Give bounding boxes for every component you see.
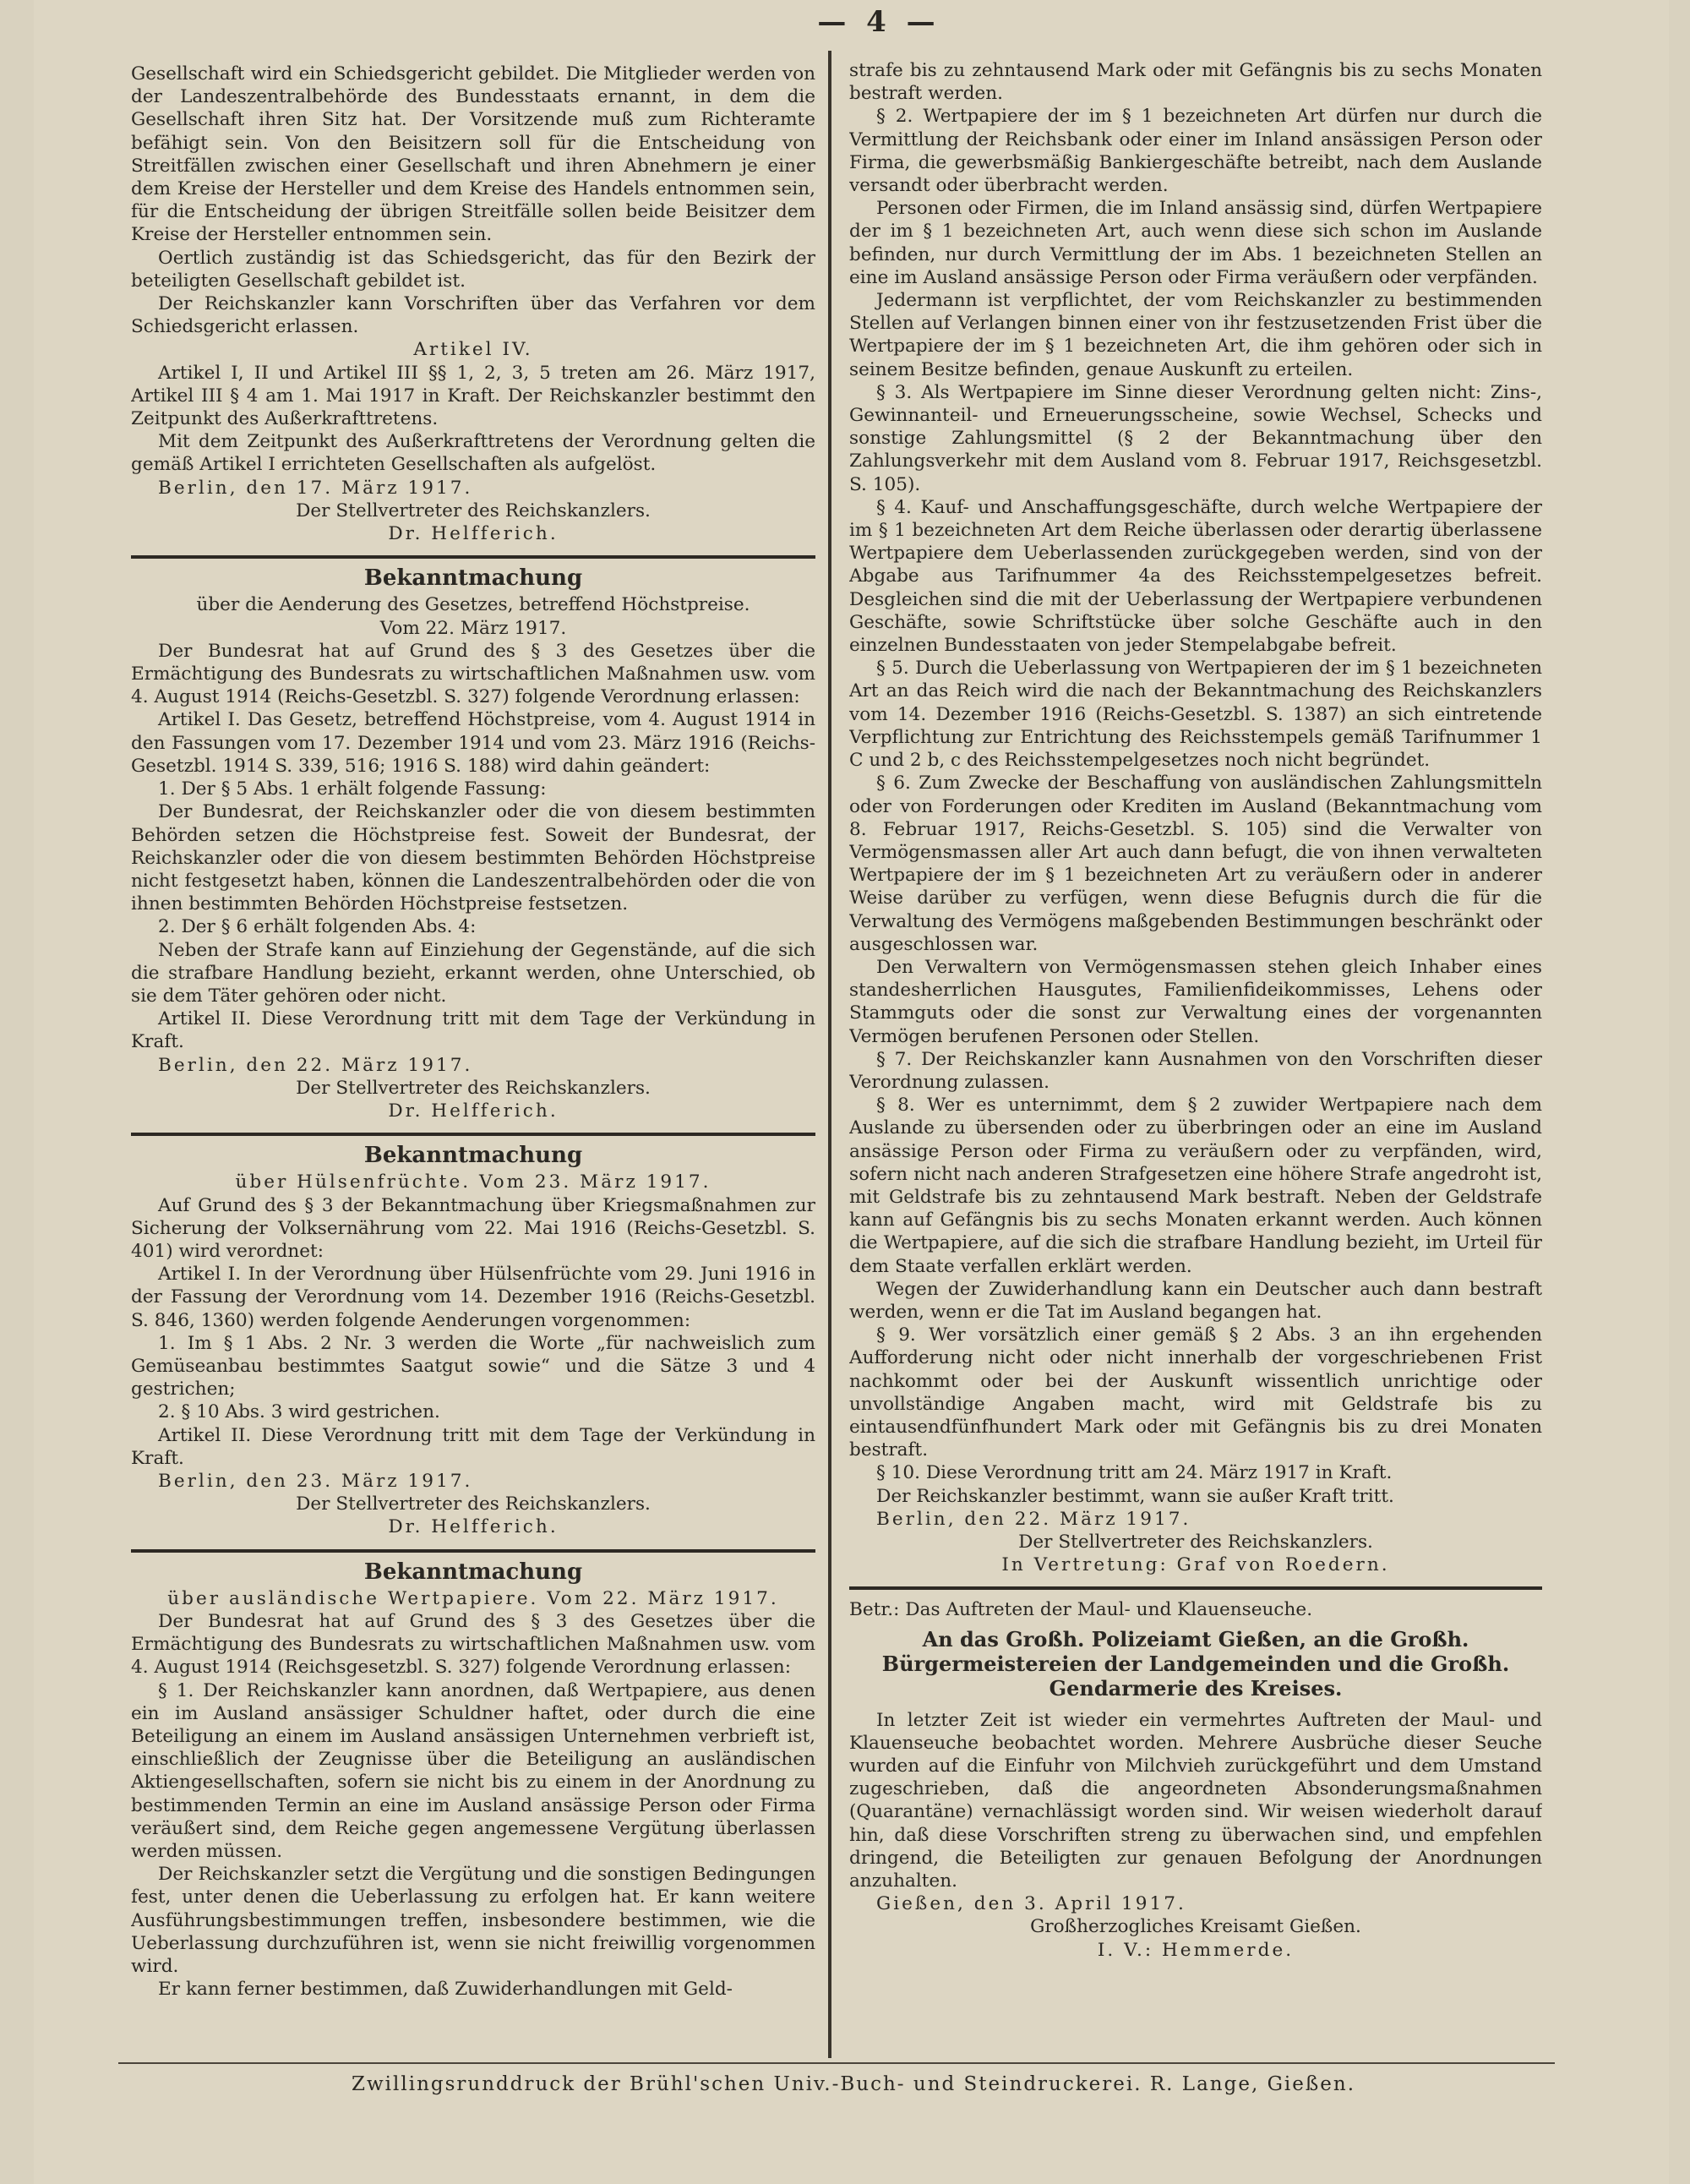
printer-imprint: Zwillingsrunddruck der Brühl'schen Univ.-Buch- und Steindruckerei. R. Lange, Gießen. bbox=[351, 2073, 1356, 2095]
paragraph: § 7. Der Reichskanzler kann Ausnahmen von den Vorschriften dieser Verordnung zulassen. bbox=[849, 1048, 1542, 1093]
signature-title: Der Stellvertreter des Reichskanzlers. bbox=[296, 500, 651, 521]
paragraph: § 9. Wer vorsätzlich einer gemäß § 2 Abs. 3 an ihn ergehenden Aufforderung nicht oder nicht innerhalb der vorgeschriebenen Frist nachkommt oder bei der Auskunft wissentlich unrichtige oder unvollständige Angaben macht, wird mit Geldstrafe bis zu eintausendfünfhundert Mark oder mit Gefängnis bis zu drei Monaten bestraft. bbox=[849, 1324, 1542, 1461]
paragraph: Gesellschaft wird ein Schiedsgericht gebildet. Die Mitglieder werden von der Landeszentralbehörde des Bundesstaats ernannt, in dem die Gesellschaft ihren Sitz hat. Der Vorsitzende muß zum Richteramte befähigt sein. Von den Beisitzern soll für die Entscheidung von Streitfällen zwischen einer Gesellschaft und ihren Abnehmern je einer dem Kreise der Hersteller und dem Kreise des Handels entnommen sein, für die Entscheidung der übrigen Streitfälle sollen beide Beisitzer dem Kreise der Hersteller entnommen sein. bbox=[131, 63, 815, 246]
paragraph: Der Reichskanzler setzt die Vergütung und die sonstigen Bedingungen fest, unter denen die Ueberlassung zu erfolgen hat. Er kann weitere Ausführungsbestimmungen treffen, insbesondere bestimmen, wie die Ueberlassung durchzuführen ist, wenn sie nicht freiwillig vorgenommen wird. bbox=[131, 1864, 815, 1978]
dateline: Berlin, den 22. März 1917. bbox=[876, 1508, 1191, 1530]
paragraph: Der Reichskanzler bestimmt, wann sie außer Kraft tritt. bbox=[876, 1485, 1394, 1507]
notice-addressee: An das Großh. Polizeiamt Gießen, an die Großh. Bürgermeistereien der Landgemeinden und die Großh. Gendarmerie des Kreises. bbox=[881, 1626, 1510, 1701]
notice-subtitle: über ausländische Wertpapiere. Vom 22. März 1917. bbox=[167, 1587, 779, 1609]
paragraph: Personen oder Firmen, die im Inland ansässig sind, dürfen Wertpapiere der im § 1 bezeichneten Art, auch wenn diese sich schon im Auslande befinden, nur durch Vermittlung der im Abs. 1 bezeichneten Stellen an eine im Ausland ansässige Person oder Firma veräußern oder verpfänden. bbox=[849, 198, 1542, 288]
left-column bbox=[131, 63, 815, 2057]
paragraph: Artikel I. Das Gesetz, betreffend Höchstpreise, vom 4. August 1914 in den Fassungen vom 17. Dezember 1914 und vom 23. März 1916 (Reichs-Gesetzbl. 1914 S. 339, 516; 1916 S. 188) wird dahin geändert: bbox=[131, 709, 815, 777]
paragraph: Der Bundesrat, der Reichskanzler oder die von diesem bestimmten Behörden setzen die Höchstpreise fest. Soweit der Bundesrat, der Reichskanzler oder die von diesem bestimmten Behörden Höchstpreise nicht festgesetzt haben, können die Landeszentralbehörden oder die von ihnen bestimmten Behörden Höchstpreise festsetzen. bbox=[131, 801, 815, 915]
dateline: Gießen, den 3. April 1917. bbox=[876, 1893, 1186, 1915]
paragraph: 2. § 10 Abs. 3 wird gestrichen. bbox=[158, 1401, 440, 1423]
signature-name: I. V.: Hemmerde. bbox=[1097, 1939, 1295, 1961]
paragraph: Der Reichskanzler kann Vorschriften über das Verfahren vor dem Schiedsgericht erlassen. bbox=[131, 293, 815, 338]
page-number: — 4 — bbox=[817, 5, 940, 39]
paragraph: § 1. Der Reichskanzler kann anordnen, daß Wertpapiere, aus denen ein im Ausland ansässiger Schuldner haftet, oder durch die eine Beteiligung an einem im Ausland ansässigen Unternehmen verbrieft ist, einschließlich der Zeugnisse über die Beteiligung an ausländischen Aktiengesellschaften, sofern sie nicht bis zu einem in der Anordnung zu bestimmenden Termin an eine im Ausland ansässige Person oder Firma veräußert sind, dem Reiche gegen angemessene Vergütung überlassen werden müssen. bbox=[131, 1679, 815, 1863]
signature-name: Dr. Helfferich. bbox=[388, 1100, 559, 1122]
paragraph: Artikel II. Diese Verordnung tritt mit dem Tage der Verkündung in Kraft. bbox=[131, 1424, 815, 1469]
signature-title: Der Stellvertreter des Reichskanzlers. bbox=[1018, 1532, 1373, 1553]
paragraph: § 8. Wer es unternimmt, dem § 2 zuwider Wertpapiere nach dem Auslande zu übersenden oder zu überbringen oder an eine im Ausland ansässige Person oder Firma zu veräußern oder zu verpfänden, wird, sofern nicht nach anderen Strafgesetzen eine höhere Strafe angedroht ist, mit Geldstrafe bis zu zehntausend Mark bestraft. Neben der Geldstrafe kann auf Gefängnis bis zu sechs Monaten erkannt werden. Auch können die Wertpapiere, auf die sich die strafbare Handlung bezieht, im Urteil für dem Staate verfallen erklärt werden. bbox=[849, 1095, 1542, 1277]
paragraph: 1. Im § 1 Abs. 2 Nr. 3 werden die Worte „für nachweislich zum Gemüseanbau bestimmtes Saatgut sowie“ und die Sätze 3 und 4 gestrichen; bbox=[131, 1332, 815, 1400]
signature-name: In Vertretung: Graf von Roedern. bbox=[1001, 1554, 1390, 1576]
paragraph: Der Bundesrat hat auf Grund des § 3 des Gesetzes über die Ermächtigung des Bundesrats zu wirtschaftlichen Maßnahmen usw. vom 4. August 1914 (Reichs-Gesetzbl. S. 327) folgende Verordnung erlassen: bbox=[131, 640, 815, 708]
signature-name: Dr. Helfferich. bbox=[388, 1516, 559, 1538]
signature-title: Großherzogliches Kreisamt Gießen. bbox=[1030, 1916, 1361, 1938]
section-rule bbox=[131, 555, 815, 559]
paragraph: Der Bundesrat hat auf Grund des § 3 des Gesetzes über die Ermächtigung des Bundesrats zu wirtschaftlichen Maßnahmen usw. vom 4. August 1914 (Reichsgesetzbl. S. 327) folgende Verordnung erlassen: bbox=[131, 1611, 815, 1679]
paragraph: Oertlich zuständig ist das Schiedsgericht, das für den Bezirk der beteiligten Gesellschaft gebildet ist. bbox=[131, 247, 815, 292]
paragraph: Neben der Strafe kann auf Einziehung der Gegenstände, auf die sich die strafbare Handlung bezieht, erkannt werden, ohne Unterschied, ob sie dem Täter gehören oder nicht. bbox=[131, 939, 815, 1007]
section-rule bbox=[131, 1549, 815, 1553]
paragraph: § 6. Zum Zwecke der Beschaffung von ausländischen Zahlungsmitteln oder von Forderungen oder Krediten im Ausland (Bekanntmachung vom 8. Februar 1917, Reichs-Gesetzbl. S. 105) sind die Verwalter von Vermögensmassen aller Art auch dann befugt, die von ihnen verwalteten Wertpapiere der im § 1 bezeichneten Art zu veräußern oder in anderer Weise darüber zu verfügen, wenn diese Befugnis durch die für die Verwaltung des Vermögens maßgebenden Bestimmungen beschränkt oder ausgeschlossen war. bbox=[849, 773, 1542, 955]
paragraph: strafe bis zu zehntausend Mark oder mit Gefängnis bis zu sechs Monaten bestraft werden. bbox=[849, 60, 1542, 105]
paragraph: In letzter Zeit ist wieder ein vermehrtes Auftreten der Maul- und Klauenseuche beobachtet worden. Mehrere Ausbrüche dieser Seuche wurden auf die Einfuhr von Milchvieh zurückgeführt und dem Umstand zugeschrieben, daß die angeordneten Absonderungsmaßnahmen (Quarantäne) vernachlässigt worden sind. Wir weisen wiederholt darauf hin, daß diese Vorschriften streng zu überwachen sind, und empfehlen dringend, die Beteiligten zur genauen Befolgung der Anordnungen anzuhalten. bbox=[849, 1709, 1542, 1892]
paragraph: § 5. Durch die Ueberlassung von Wertpapieren der im § 1 bezeichneten Art an das Reich wird die nach der Bekanntmachung des Reichskanzlers vom 14. Dezember 1916 (Reichs-Gesetzbl. S. 1387) an sich eintretende Verpflichtung zur Entrichtung des Reichsstempels gemäß Tarifnummer 1 C und 2 b, c des Reichsstempelgesetzes noch nicht begründet. bbox=[849, 658, 1542, 772]
paragraph: Jedermann ist verpflichtet, der vom Reichskanzler zu bestimmenden Stellen auf Verlangen binnen einer von ihr festzusetzenden Frist über die Wertpapiere der im § 1 bezeichneten Art, die ihm gehören oder sich in seinem Besitze befinden, genaue Auskunft zu erteilen. bbox=[849, 290, 1542, 380]
notice-date: Vom 22. März 1917. bbox=[379, 617, 567, 639]
notice-subtitle: über die Aenderung des Gesetzes, betreffend Höchstpreise. bbox=[196, 594, 750, 616]
paragraph: Artikel II. Diese Verordnung tritt mit dem Tage der Verkündung in Kraft. bbox=[131, 1008, 815, 1053]
dateline: Berlin, den 23. März 1917. bbox=[158, 1470, 473, 1492]
column-divider bbox=[828, 51, 831, 2058]
notice-subject: Betr.: Das Auftreten der Maul- und Klauenseuche. bbox=[849, 1599, 1313, 1621]
paragraph: Auf Grund des § 3 der Bekanntmachung über Kriegsmaßnahmen zur Sicherung der Volksernährung vom 22. Mai 1916 (Reichs-Gesetzbl. S. 401) wird verordnet: bbox=[131, 1194, 815, 1262]
signature-title: Der Stellvertreter des Reichskanzlers. bbox=[296, 1077, 651, 1099]
paragraph: 1. Der § 5 Abs. 1 erhält folgende Fassung: bbox=[158, 778, 547, 800]
paragraph: Den Verwaltern von Vermögensmassen stehen gleich Inhaber eines standesherrlichen Hausgutes, Familienfideikommisses, Lehens oder Stammguts oder die sonst zur Verwaltung eines der vorgenannten Vermögen berufenen Personen oder Stellen. bbox=[849, 956, 1542, 1047]
signature-name: Dr. Helfferich. bbox=[388, 523, 559, 545]
notice-title: Bekanntmachung bbox=[363, 565, 583, 592]
kreisamt-notice bbox=[849, 1598, 1542, 1961]
section-rule bbox=[849, 1586, 1542, 1590]
right-column bbox=[849, 59, 1542, 2057]
paragraph: Mit dem Zeitpunkt des Außerkrafttretens der Verordnung gelten die gemäß Artikel I errichteten Gesellschaften als aufgelöst. bbox=[131, 431, 815, 476]
paragraph: § 10. Diese Verordnung tritt am 24. März 1917 in Kraft. bbox=[876, 1462, 1393, 1484]
paragraph: Artikel I, II und Artikel III §§ 1, 2, 3, 5 treten am 26. März 1917, Artikel III § 4 am 1. Mai 1917 in Kraft. Der Reichskanzler bestimmt den Zeitpunkt des Außerkrafttretens. bbox=[131, 362, 815, 430]
dateline: Berlin, den 17. März 1917. bbox=[158, 477, 473, 499]
paragraph: § 3. Als Wertpapiere im Sinne dieser Verordnung gelten nicht: Zins-, Gewinnanteil- und Erneuerungsscheine, sowie Wechsel, Schecks und sonstige Zahlungsmittel (§ 2 der Bekanntmachung über den Zahlungsverkehr mit dem Ausland vom 8. Februar 1917, Reichsgesetzbl. S. 105). bbox=[849, 381, 1542, 495]
paragraph: 2. Der § 6 erhält folgenden Abs. 4: bbox=[158, 916, 477, 938]
article-heading: Artikel IV. bbox=[413, 339, 533, 361]
paragraph: § 2. Wertpapiere der im § 1 bezeichneten Art dürfen nur durch die Vermittlung der Reichsbank oder einer im Inland ansässigen Person oder Firma, die gewerbsmäßig Bankiergeschäfte betreibt, nach dem Auslande versandt oder überbracht werden. bbox=[849, 106, 1542, 197]
section-rule bbox=[131, 1133, 815, 1136]
paragraph: Artikel I. In der Verordnung über Hülsenfrüchte vom 29. Juni 1916 in der Fassung der Verordnung vom 14. Dezember 1916 (Reichs-Gesetzbl. S. 846, 1360) werden folgende Aenderungen vorgenommen: bbox=[131, 1264, 815, 1331]
notice-title: Bekanntmachung bbox=[363, 1143, 583, 1169]
notice-subtitle: über Hülsenfrüchte. Vom 23. März 1917. bbox=[235, 1171, 711, 1193]
paragraph: Wegen der Zuwiderhandlung kann ein Deutscher auch dann bestraft werden, wenn er die Tat im Ausland begangen hat. bbox=[849, 1278, 1542, 1323]
dateline: Berlin, den 22. März 1917. bbox=[158, 1054, 473, 1076]
footer-rule bbox=[118, 2062, 1555, 2064]
paragraph: Er kann ferner bestimmen, daß Zuwiderhandlungen mit Geld- bbox=[158, 1979, 733, 2001]
signature-title: Der Stellvertreter des Reichskanzlers. bbox=[296, 1493, 651, 1515]
notice-title: Bekanntmachung bbox=[363, 1559, 583, 1585]
paragraph: § 4. Kauf- und Anschaffungsgeschäfte, durch welche Wertpapiere der im § 1 bezeichneten Art dem Reiche überlassen oder derartig überlassene Wertpapiere dem Ueberlassenden zurückgegeben werden, sind von der Abgabe aus Tarifnummer 4a des Reichsstempelgesetzes befreit. Desgleichen sind die mit der Ueberlassung der Wertpapiere verbundenen Geschäfte, sowie Schriftstücke über solche Geschäfte auch in den einzelnen Bundesstaaten von jeder Stempelabgabe befreit. bbox=[849, 496, 1542, 657]
